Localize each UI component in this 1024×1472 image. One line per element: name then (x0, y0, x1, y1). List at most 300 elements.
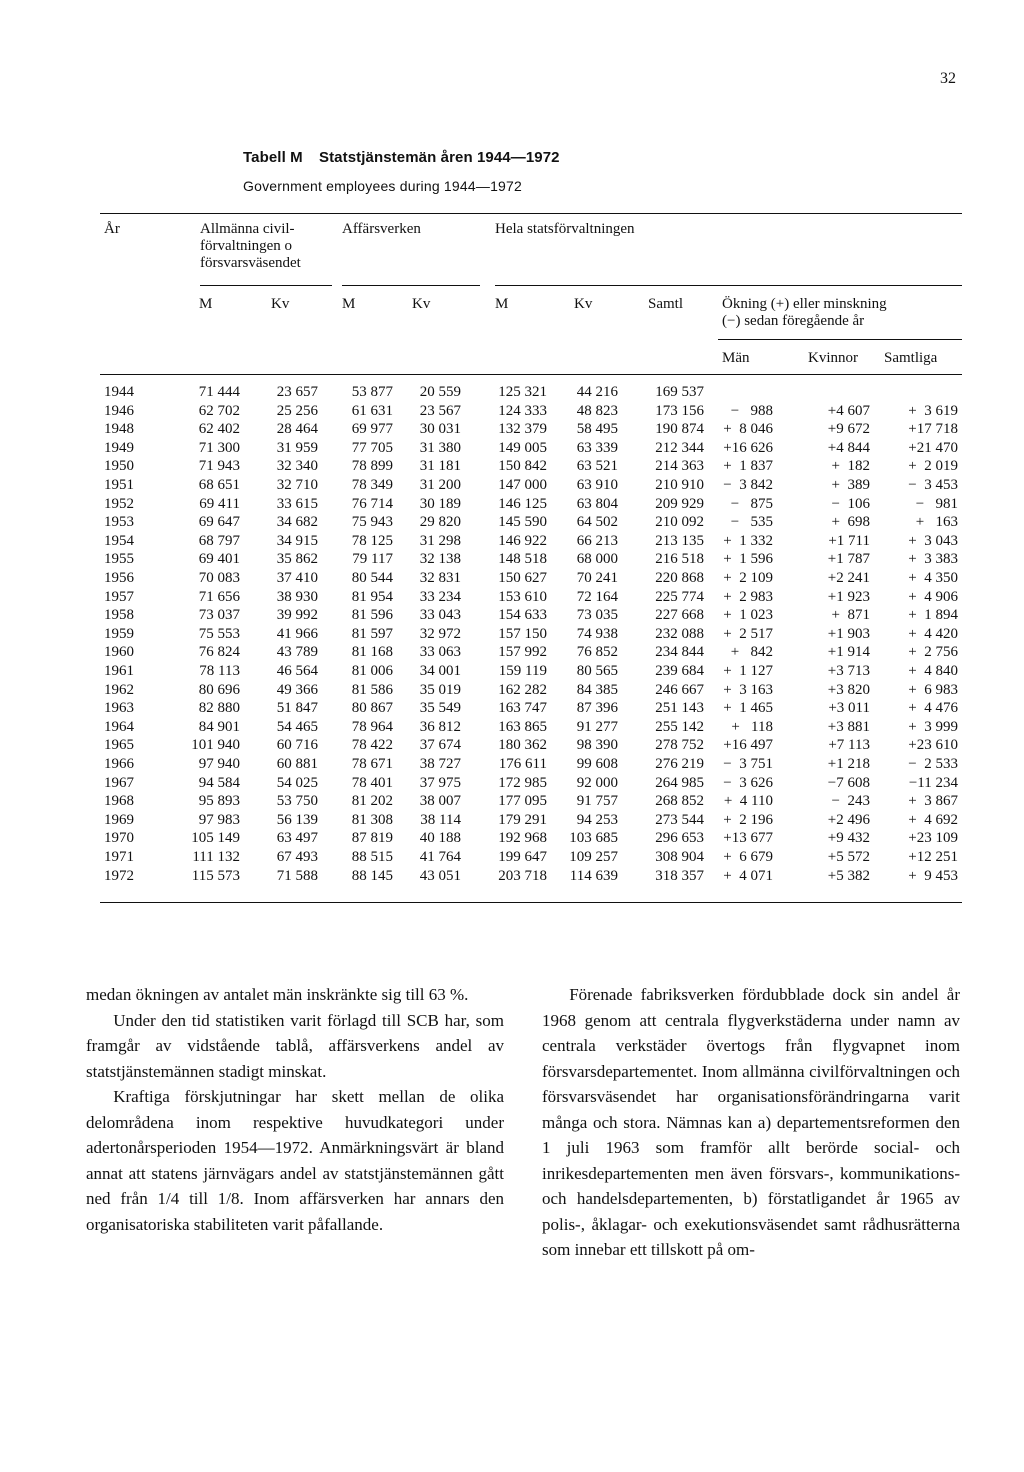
cell-business-kv: 20 559 (419, 384, 461, 400)
paragraph: Förenade fabriksverken fördubblade dock sin andel år 1968 genom att centrala flygverkstäderna under namn av centrala verkstäder övertogs från flygvapnet inom försvarsdepartementet. Inom allmänna civilförvaltningen och försvarsväsendet har organisationsförändringarna varit många och stora. Nämnas kan a) departementsreformen den 1 juli 1963 som framför allt berörde social- och inrikesdepartementen men även försvars-, kommunikations- och handelsdepartementen, b) förstatligandet år 1965 av polis-, åklagar- och exekutionsväsendet samt rådhusrätterna som innebar ett tillskott på om- (542, 985, 960, 1259)
cell-change-men: − 3 626 (723, 774, 773, 791)
header-kv-business: Kv (412, 296, 431, 312)
cell-change-men: + 1 837 (723, 458, 773, 475)
cell-total-samtl: 169 537 (655, 384, 704, 400)
cell-change-all: + 4 840 (908, 663, 958, 679)
cell-total-kv: 68 000 (576, 551, 618, 568)
cell-change-men: + 1 023 (723, 607, 773, 624)
cell-change-men: +13 677 (723, 830, 773, 847)
cell-civil-m: 70 083 (198, 570, 240, 586)
cell-civil-kv: 43 789 (276, 644, 318, 661)
cell-change-women: +2 496 (827, 811, 870, 828)
header-year: År (104, 221, 120, 237)
cell-business-m: 53 877 (351, 384, 393, 400)
cell-business-kv: 43 051 (419, 867, 461, 884)
cell-total-m: 150 627 (498, 570, 547, 586)
cell-change-men: − 875 (730, 495, 773, 512)
cell-change-men: + 3 163 (723, 681, 773, 698)
cell-change-women: +1 711 (828, 532, 870, 549)
cell-civil-m: 101 940 (191, 737, 240, 754)
cell-change-women: +7 113 (828, 737, 870, 754)
paragraph: medan ökningen av antalet män inskränkte sig till 63 %. (86, 985, 469, 1004)
cell-change-all: + 4 906 (908, 588, 958, 605)
cell-change-all: + 9 453 (908, 867, 958, 884)
cell-change-all: + 3 619 (908, 402, 958, 419)
cell-year: 1966 (104, 756, 134, 772)
cell-total-samtl: 276 219 (655, 756, 704, 772)
cell-total-kv: 63 910 (576, 477, 618, 493)
header-change-line: Ökning (+) eller minskning (722, 296, 887, 312)
cell-total-m: 162 282 (498, 681, 547, 698)
cell-business-m: 81 168 (351, 644, 393, 661)
cell-business-m: 61 631 (351, 402, 393, 419)
cell-civil-kv: 39 992 (276, 607, 318, 624)
cell-year: 1961 (104, 663, 134, 679)
cell-total-samtl: 214 363 (655, 458, 704, 475)
cell-change-all: + 4 350 (908, 570, 958, 586)
cell-change-women: +5 382 (827, 867, 870, 884)
cell-year: 1972 (104, 867, 134, 884)
cell-total-samtl: 216 518 (655, 551, 704, 568)
cell-change-men: − 3 751 (723, 756, 773, 772)
cell-total-m: 180 362 (498, 737, 547, 754)
cell-business-m: 80 867 (351, 700, 393, 717)
cell-total-kv: 94 253 (576, 811, 618, 828)
header-kvinnor: Kvinnor (808, 350, 858, 366)
page-number: 32 (940, 70, 956, 87)
cell-year: 1963 (104, 700, 134, 717)
cell-change-men: + 4 071 (723, 867, 773, 884)
cell-business-kv: 37 975 (419, 774, 461, 791)
group-rule-business (342, 285, 480, 286)
cell-change-all: + 2 019 (908, 458, 958, 475)
cell-business-m: 78 964 (351, 718, 393, 735)
cell-total-samtl: 225 774 (655, 588, 704, 605)
cell-business-m: 80 544 (351, 570, 393, 586)
cell-change-men: + 4 110 (723, 793, 773, 810)
cell-total-m: 147 000 (498, 477, 547, 493)
cell-change-men: + 1 332 (723, 532, 773, 549)
cell-business-m: 78 899 (351, 458, 393, 475)
cell-civil-m: 95 893 (198, 793, 240, 810)
cell-change-men: + 2 517 (723, 625, 773, 642)
cell-change-men: + 118 (731, 718, 773, 735)
cell-civil-m: 71 444 (198, 384, 240, 400)
cell-total-samtl: 190 874 (655, 421, 704, 438)
cell-change-all: − 981 (915, 495, 958, 512)
cell-change-men: +16 626 (723, 439, 773, 456)
cell-total-kv: 109 257 (569, 849, 618, 865)
cell-change-all: +23 610 (908, 737, 958, 754)
cell-civil-m: 62 702 (198, 402, 240, 419)
cell-civil-kv: 33 615 (276, 495, 318, 512)
paragraph: Under den tid statistiken varit förlagd till SCB har, som framgår av vidstående tablå, affärsverkens andel av statstjänstemännen stadigt minskat. (86, 1010, 504, 1081)
cell-civil-kv: 35 862 (276, 551, 318, 568)
cell-change-men: + 6 679 (723, 849, 773, 865)
cell-business-m: 81 597 (351, 625, 393, 642)
cell-total-kv: 76 852 (576, 644, 618, 661)
cell-change-all: + 3 043 (908, 532, 958, 549)
cell-total-kv: 91 757 (576, 793, 618, 810)
cell-change-women: +1 903 (827, 625, 870, 642)
cell-business-kv: 35 549 (419, 700, 461, 717)
cell-total-m: 157 992 (498, 644, 547, 661)
cell-year: 1949 (104, 439, 134, 456)
table-top-rule (100, 213, 962, 214)
cell-total-m: 125 321 (498, 384, 547, 400)
header-m-civil: M (199, 296, 213, 312)
cell-change-men: + 1 127 (723, 663, 773, 679)
cell-business-m: 76 714 (351, 495, 393, 512)
cell-total-m: 176 611 (498, 756, 547, 772)
cell-total-samtl: 227 668 (655, 607, 704, 624)
cell-civil-kv: 41 966 (276, 625, 318, 642)
cell-total-m: 159 119 (498, 663, 547, 679)
header-kv-total: Kv (574, 296, 593, 312)
cell-business-m: 87 819 (351, 830, 393, 847)
cell-change-all: + 4 692 (908, 811, 958, 828)
cell-total-kv: 58 495 (576, 421, 618, 438)
cell-civil-kv: 46 564 (276, 663, 318, 679)
cell-year: 1970 (104, 830, 134, 847)
cell-change-women: +9 672 (827, 421, 870, 438)
cell-total-samtl: 264 985 (655, 774, 704, 791)
cell-business-kv: 38 114 (420, 811, 461, 828)
paragraph: Kraftiga förskjutningar har skett mellan de olika delområdena inom respektive huvudkategori under adertonårsperioden 1954—1972. Anmärkningsvärt är bland annat att statens järnvägars andel av statstjänstemännen gått ned från 1/4 till 1/8. Inom affärsverken har annars den organisatoriska stabiliteten varit påfallande. (86, 1087, 504, 1234)
cell-business-m: 78 349 (351, 477, 393, 493)
cell-civil-m: 69 411 (199, 495, 240, 512)
cell-change-men: + 1 596 (723, 551, 773, 568)
cell-total-samtl: 273 544 (655, 811, 704, 828)
cell-total-m: 153 610 (498, 588, 547, 605)
cell-total-samtl: 251 143 (655, 700, 704, 717)
cell-total-m: 154 633 (498, 607, 547, 624)
cell-civil-kv: 56 139 (276, 811, 318, 828)
header-group-business: Affärsverken (342, 221, 421, 237)
cell-change-all: − 2 533 (908, 756, 958, 772)
cell-business-kv: 32 972 (419, 625, 461, 642)
cell-year: 1965 (104, 737, 134, 754)
cell-business-kv: 36 812 (419, 718, 461, 735)
cell-civil-kv: 67 493 (276, 849, 318, 865)
cell-civil-m: 78 113 (199, 663, 240, 679)
cell-change-men: − 3 842 (723, 477, 773, 493)
header-kv-civil: Kv (271, 296, 290, 312)
header-group-civil (200, 221, 301, 272)
cell-change-women: +3 011 (828, 700, 870, 717)
table-subtitle: Government employees during 1944—1972 (243, 178, 523, 194)
cell-year: 1957 (104, 588, 134, 605)
cell-total-kv: 74 938 (576, 625, 618, 642)
cell-total-kv: 84 385 (576, 681, 618, 698)
cell-change-women: + 698 (831, 514, 870, 531)
cell-civil-m: 76 824 (198, 644, 240, 661)
cell-total-kv: 70 241 (576, 570, 618, 586)
cell-change-all: + 2 756 (908, 644, 958, 661)
cell-change-all: −11 234 (908, 774, 958, 791)
cell-year: 1953 (104, 514, 134, 531)
cell-business-m: 88 515 (351, 849, 393, 865)
cell-business-kv: 31 181 (419, 458, 461, 475)
cell-business-kv: 29 820 (419, 514, 461, 531)
header-change-line: (−) sedan föregående år (722, 313, 865, 329)
cell-total-kv: 80 565 (576, 663, 618, 679)
cell-total-kv: 72 164 (576, 588, 618, 605)
cell-total-m: 199 647 (498, 849, 547, 865)
cell-civil-kv: 71 588 (276, 867, 318, 884)
cell-civil-m: 71 943 (198, 458, 240, 475)
cell-change-women: +1 787 (827, 551, 870, 568)
cell-total-m: 149 005 (498, 439, 547, 456)
cell-civil-m: 68 651 (198, 477, 240, 493)
cell-civil-kv: 23 657 (276, 384, 318, 400)
cell-business-kv: 31 298 (419, 532, 461, 549)
cell-change-women: −7 608 (827, 774, 870, 791)
cell-total-m: 150 842 (498, 458, 547, 475)
cell-total-kv: 92 000 (576, 774, 618, 791)
cell-change-women: +3 881 (827, 718, 870, 735)
cell-total-m: 163 747 (498, 700, 547, 717)
cell-civil-m: 97 983 (198, 811, 240, 828)
cell-business-m: 78 125 (351, 532, 393, 549)
cell-total-samtl: 209 929 (655, 495, 704, 512)
cell-civil-kv: 37 410 (276, 570, 318, 586)
cell-year: 1964 (104, 718, 134, 735)
cell-total-kv: 44 216 (576, 384, 618, 400)
cell-total-samtl: 255 142 (655, 718, 704, 735)
cell-total-m: 179 291 (498, 811, 547, 828)
header-change (722, 296, 887, 330)
cell-total-samtl: 232 088 (655, 625, 704, 642)
cell-total-samtl: 173 156 (655, 402, 704, 419)
cell-change-all: +23 109 (908, 830, 958, 847)
cell-total-samtl: 213 135 (655, 532, 704, 549)
header-bottom-rule (100, 374, 962, 375)
cell-change-all: + 4 420 (908, 625, 958, 642)
cell-business-kv: 23 567 (419, 402, 461, 419)
cell-change-women: +9 432 (827, 830, 870, 847)
cell-civil-m: 115 573 (191, 867, 240, 884)
cell-civil-kv: 34 682 (276, 514, 318, 531)
cell-year: 1959 (104, 625, 134, 642)
cell-change-women: +1 218 (827, 756, 870, 772)
table-title-text: Statstjänstemän åren 1944—1972 (318, 149, 560, 166)
cell-year: 1954 (104, 532, 134, 549)
cell-total-kv: 63 339 (576, 439, 618, 456)
cell-change-all: + 1 894 (908, 607, 958, 624)
change-rule (718, 339, 962, 340)
cell-total-m: 172 985 (498, 774, 547, 791)
cell-business-kv: 34 001 (419, 663, 461, 679)
cell-civil-kv: 31 959 (276, 439, 318, 456)
cell-total-samtl: 296 653 (655, 830, 704, 847)
cell-civil-m: 111 132 (192, 849, 240, 865)
cell-total-kv: 103 685 (569, 830, 618, 847)
cell-total-samtl: 212 344 (655, 439, 704, 456)
cell-total-kv: 63 521 (576, 458, 618, 475)
cell-civil-kv: 49 366 (276, 681, 318, 698)
cell-year: 1955 (104, 551, 134, 568)
cell-civil-kv: 63 497 (276, 830, 318, 847)
cell-year: 1946 (104, 402, 134, 419)
cell-change-women: + 389 (831, 477, 870, 493)
cell-total-m: 203 718 (498, 867, 547, 884)
cell-total-m: 146 125 (498, 495, 547, 512)
cell-change-all: + 3 867 (908, 793, 958, 810)
cell-business-kv: 32 138 (419, 551, 461, 568)
group-rule-civil (200, 285, 332, 286)
cell-civil-m: 97 940 (198, 756, 240, 772)
header-man: Män (722, 350, 750, 366)
cell-business-m: 78 671 (351, 756, 393, 772)
cell-civil-kv: 25 256 (276, 402, 318, 419)
cell-business-m: 81 954 (351, 588, 393, 605)
cell-change-men: + 2 196 (723, 811, 773, 828)
cell-total-kv: 63 804 (576, 495, 618, 512)
cell-business-kv: 30 189 (419, 495, 461, 512)
cell-business-m: 81 006 (351, 663, 393, 679)
cell-business-kv: 38 727 (419, 756, 461, 772)
cell-change-all: + 4 476 (908, 700, 958, 717)
cell-change-all: − 3 453 (908, 477, 958, 493)
cell-total-samtl: 246 667 (655, 681, 704, 698)
cell-business-m: 81 596 (351, 607, 393, 624)
cell-civil-m: 80 696 (198, 681, 240, 698)
cell-business-m: 75 943 (351, 514, 393, 531)
cell-total-kv: 64 502 (576, 514, 618, 531)
cell-year: 1944 (104, 384, 134, 400)
cell-total-samtl: 220 868 (655, 570, 704, 586)
cell-civil-m: 105 149 (191, 830, 240, 847)
cell-change-women: +4 607 (827, 402, 870, 419)
cell-change-men: + 8 046 (723, 421, 773, 438)
cell-total-m: 192 968 (498, 830, 547, 847)
cell-civil-kv: 60 881 (276, 756, 318, 772)
cell-year: 1958 (104, 607, 134, 624)
cell-change-all: + 3 383 (908, 551, 958, 568)
cell-change-all: + 163 (915, 514, 958, 531)
header-group-civil-line: försvarsväsendet (200, 255, 301, 271)
cell-change-men: + 2 109 (723, 570, 773, 586)
cell-change-women: + 182 (831, 458, 870, 475)
cell-business-m: 81 202 (351, 793, 393, 810)
cell-civil-m: 94 584 (198, 774, 240, 791)
cell-civil-kv: 32 710 (276, 477, 318, 493)
cell-total-samtl: 210 910 (655, 477, 704, 493)
cell-business-m: 77 705 (351, 439, 393, 456)
cell-business-kv: 33 043 (419, 607, 461, 624)
cell-change-women: +3 820 (827, 681, 870, 698)
cell-civil-m: 62 402 (198, 421, 240, 438)
cell-business-kv: 33 234 (419, 588, 461, 605)
cell-civil-kv: 32 340 (276, 458, 318, 475)
cell-total-m: 177 095 (498, 793, 547, 810)
header-group-total: Hela statsförvaltningen (495, 221, 635, 237)
cell-civil-m: 73 037 (198, 607, 240, 624)
cell-business-m: 88 145 (351, 867, 393, 884)
cell-civil-m: 71 656 (198, 588, 240, 605)
cell-civil-kv: 60 716 (276, 737, 318, 754)
cell-civil-m: 69 401 (198, 551, 240, 568)
cell-total-kv: 48 823 (576, 402, 618, 419)
cell-total-samtl: 239 684 (655, 663, 704, 679)
body-text-left (86, 982, 504, 1237)
cell-civil-kv: 54 465 (276, 718, 318, 735)
cell-business-m: 78 422 (351, 737, 393, 754)
group-rule-total (495, 285, 962, 286)
cell-civil-m: 75 553 (198, 625, 240, 642)
cell-year: 1951 (104, 477, 134, 493)
cell-change-women: − 243 (831, 793, 870, 810)
cell-change-all: + 6 983 (908, 681, 958, 698)
cell-change-all: + 3 999 (908, 718, 958, 735)
cell-civil-kv: 28 464 (276, 421, 318, 438)
header-group-civil-line: förvaltningen o (200, 238, 293, 254)
cell-total-samtl: 210 092 (655, 514, 704, 531)
cell-total-samtl: 278 752 (655, 737, 704, 754)
cell-change-men: + 2 983 (723, 588, 773, 605)
cell-year: 1950 (104, 458, 134, 475)
cell-total-m: 124 333 (498, 402, 547, 419)
cell-year: 1969 (104, 811, 134, 828)
cell-year: 1952 (104, 495, 134, 512)
cell-business-m: 81 586 (351, 681, 393, 698)
cell-year: 1971 (104, 849, 134, 865)
cell-total-m: 132 379 (498, 421, 547, 438)
cell-change-women: +5 572 (827, 849, 870, 865)
cell-business-m: 78 401 (351, 774, 393, 791)
cell-total-kv: 66 213 (576, 532, 618, 549)
cell-change-men: + 842 (730, 644, 773, 661)
header-samtl: Samtl (648, 296, 684, 312)
table-bottom-rule (100, 902, 962, 903)
cell-total-m: 163 865 (498, 718, 547, 735)
cell-business-m: 81 308 (351, 811, 393, 828)
cell-change-women: +4 844 (827, 439, 870, 456)
cell-business-kv: 32 831 (419, 570, 461, 586)
cell-total-kv: 98 390 (576, 737, 618, 754)
cell-total-m: 148 518 (498, 551, 547, 568)
cell-business-kv: 37 674 (419, 737, 461, 754)
cell-year: 1967 (104, 774, 134, 791)
cell-total-m: 146 922 (498, 532, 547, 549)
cell-civil-m: 69 647 (198, 514, 240, 531)
cell-civil-m: 82 880 (198, 700, 240, 717)
cell-year: 1962 (104, 681, 134, 698)
cell-change-all: +17 718 (908, 421, 958, 438)
cell-total-samtl: 308 904 (655, 849, 704, 865)
cell-civil-kv: 34 915 (276, 532, 318, 549)
cell-change-all: +12 251 (908, 849, 958, 865)
cell-total-samtl: 318 357 (655, 867, 704, 884)
cell-change-women: +2 241 (827, 570, 870, 586)
cell-total-kv: 114 639 (569, 867, 618, 884)
cell-business-m: 79 117 (352, 551, 393, 568)
cell-business-kv: 33 063 (419, 644, 461, 661)
table-label: Tabell M (243, 149, 303, 166)
cell-change-men: − 535 (730, 514, 773, 531)
cell-change-women: − 106 (831, 495, 870, 512)
cell-business-kv: 30 031 (419, 421, 461, 438)
cell-change-men: + 1 465 (723, 700, 773, 717)
cell-total-kv: 87 396 (576, 700, 618, 717)
cell-business-kv: 41 764 (419, 849, 461, 865)
cell-civil-m: 71 300 (198, 439, 240, 456)
cell-business-m: 69 977 (351, 421, 393, 438)
cell-civil-kv: 54 025 (276, 774, 318, 791)
cell-civil-m: 84 901 (198, 718, 240, 735)
cell-year: 1968 (104, 793, 134, 810)
